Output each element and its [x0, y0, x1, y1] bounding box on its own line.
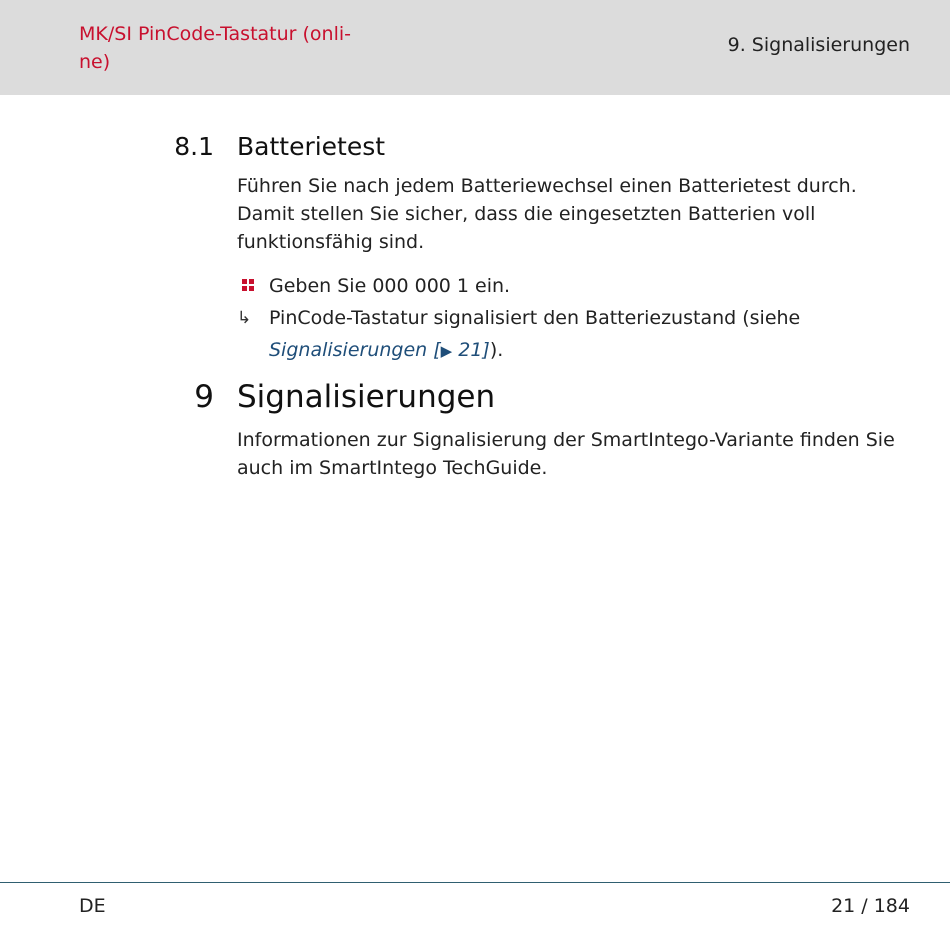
footer-language: DE — [79, 895, 106, 917]
cross-reference-link[interactable] — [269, 339, 490, 361]
link-page: 21] — [452, 339, 490, 361]
page-number: 21 / 184 — [831, 895, 910, 917]
footer-divider — [0, 882, 950, 883]
result-prefix: PinCode-Tastatur signalisiert den Batteriezustand (siehe — [269, 307, 801, 329]
return-arrow-icon: ↳ — [237, 308, 252, 328]
document-title — [79, 20, 351, 76]
play-arrow-icon: ▶ — [440, 342, 453, 360]
chapter-heading: Signalisierungen — [237, 379, 496, 415]
result-suffix: ). — [489, 339, 504, 361]
red-four-square-icon — [242, 279, 255, 292]
document-title-line-1: MK/SI PinCode-Tastatur (onli- — [79, 23, 352, 45]
chapter-title: 9. Signalisierungen — [727, 34, 910, 56]
link-label: Signalisierungen [ — [269, 339, 441, 361]
result-text — [269, 302, 909, 367]
document-title-line-2: ne) — [79, 51, 111, 73]
page-header — [0, 0, 950, 95]
step-text: Geben Sie 000 000 1 ein. — [269, 275, 511, 297]
section-heading: Batterietest — [237, 132, 386, 161]
chapter-number: 9 — [194, 379, 214, 415]
chapter-paragraph: Informationen zur Signalisierung der SmartIntego-Variante finden Sie auch im SmartIntego TechGuide. — [237, 429, 895, 479]
section-number: 8.1 — [174, 132, 214, 161]
section-paragraph: Führen Sie nach jedem Batteriewechsel einen Batterietest durch. Damit stellen Sie sicher, dass die eingesetzten Batterien voll funktionsfähig sind. — [237, 175, 857, 253]
